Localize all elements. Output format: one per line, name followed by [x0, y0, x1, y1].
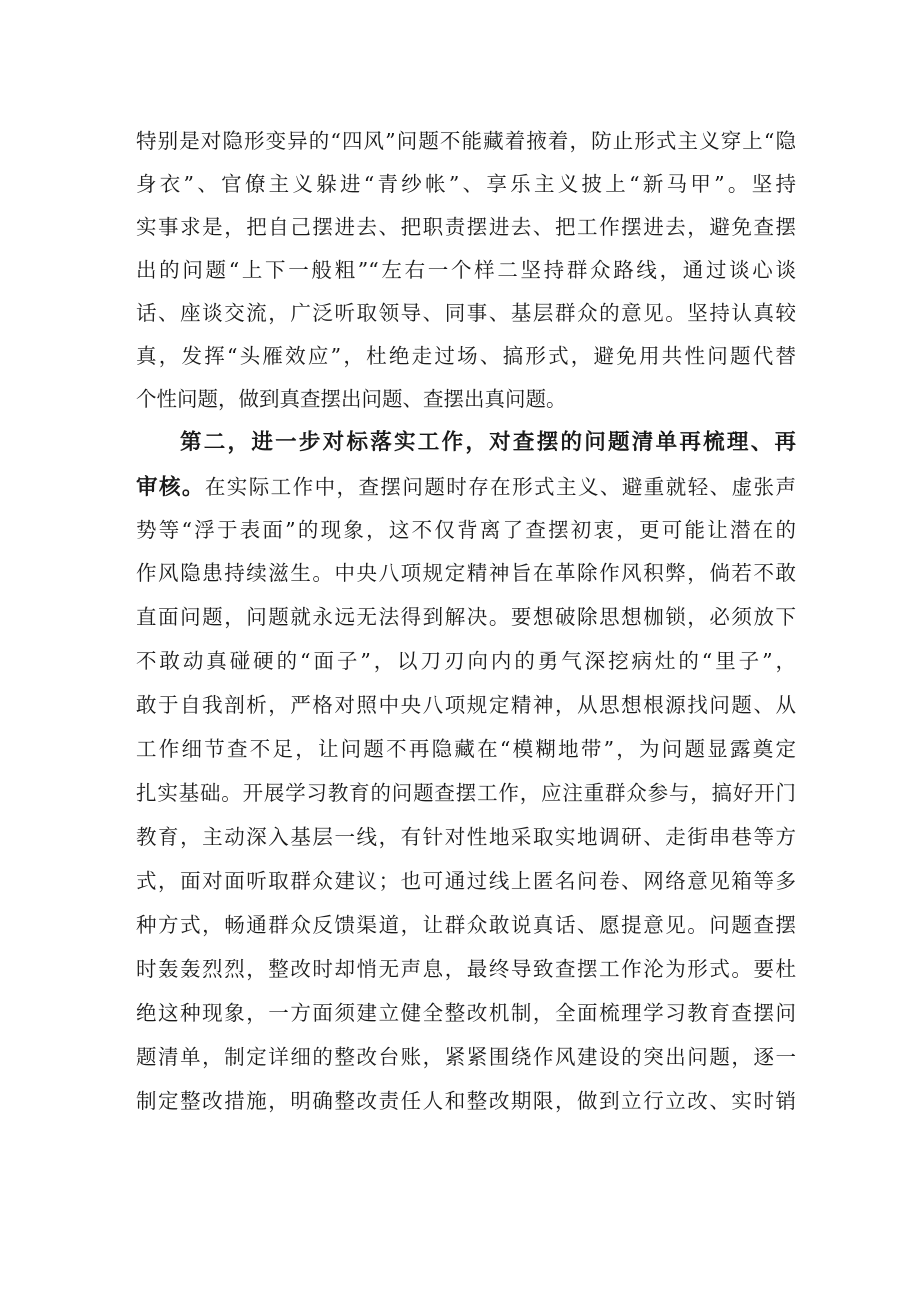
paragraph-1-line-5: 话、座谈交流，广泛听取领导、同事、基层群众的意见。坚持认真较	[136, 301, 796, 325]
paragraph-2-line-2: 势等“浮于表面”的现象，这不仅背离了查摆初衷，更可能让潜在的	[136, 518, 796, 542]
paragraph-2-line-15: 制定整改措施，明确整改责任人和整改期限，做到立行立改、实时销	[136, 1089, 796, 1113]
paragraph-2-line-1-text: 在实际工作中，查摆问题时存在形式主义、避重就轻、虚张声	[204, 475, 796, 499]
paragraph-2-line-6: 敢于自我剖析，严格对照中央八项规定精神，从思想根源找问题、从	[136, 693, 796, 717]
paragraph-1-line-7: 个性问题，做到真查摆出问题、查摆出真问题。	[136, 387, 567, 411]
paragraph-1-line-6: 真，发挥“头雁效应”，杜绝走过场、搞形式，避免用共性问题代替	[136, 344, 796, 368]
section-heading-line-2: 审核。	[136, 475, 205, 500]
paragraph-2-line-8: 扎实基础。开展学习教育的问题查摆工作，应注重群众参与，搞好开门	[136, 781, 796, 805]
paragraph-2-line-10: 式，面对面听取群众建议；也可通过线上匿名问卷、网络意见箱等多	[136, 869, 796, 893]
paragraph-2-line-13: 绝这种现象，一方面须建立健全整改机制，全面梳理学习教育查摆问	[136, 1001, 796, 1025]
section-heading-line-1: 第二，进一步对标落实工作，对查摆的问题清单再梳理、再	[180, 430, 796, 455]
paragraph-2-line-9: 教育，主动深入基层一线，有针对性地采取实地调研、走街串巷等方	[136, 825, 796, 849]
paragraph-2-line-14: 题清单，制定详细的整改台账，紧紧围绕作风建设的突出问题，逐一	[136, 1045, 796, 1069]
paragraph-2-line-5: 不敢动真碰硬的“面子”，以刀刃向内的勇气深挖病灶的“里子”，	[136, 649, 796, 673]
paragraph-1-line-4: 出的问题“上下一般粗”“左右一个样二坚持群众路线，通过谈心谈	[136, 258, 796, 282]
paragraph-2-line-7: 工作细节查不足，让问题不再隐藏在“模糊地带”，为问题显露奠定	[136, 737, 796, 761]
paragraph-1-line-3: 实事求是，把自己摆进去、把职责摆进去、把工作摆进去，避免查摆	[136, 215, 796, 239]
paragraph-2-line-11: 种方式，畅通群众反馈渠道，让群众敢说真话、愿提意见。问题查摆	[136, 913, 796, 937]
paragraph-2-line-1	[136, 467, 796, 507]
paragraph-2-line-4: 直面问题，问题就永远无法得到解决。要想破除思想枷锁，必须放下	[136, 605, 796, 629]
paragraph-2-line-12: 时轰轰烈烈，整改时却悄无声息，最终导致查摆工作沦为形式。要杜	[136, 957, 796, 981]
paragraph-1-line-1: 特别是对隐形变异的“四风”问题不能藏着掖着，防止形式主义穿上“隐	[136, 129, 796, 153]
paragraph-1-line-2: 身衣”、官僚主义躲进“青纱帐”、享乐主义披上“新马甲”。坚持	[136, 172, 796, 196]
paragraph-2-line-3: 作风隐患持续滋生。中央八项规定精神旨在革除作风积弊，倘若不敢	[136, 561, 796, 585]
